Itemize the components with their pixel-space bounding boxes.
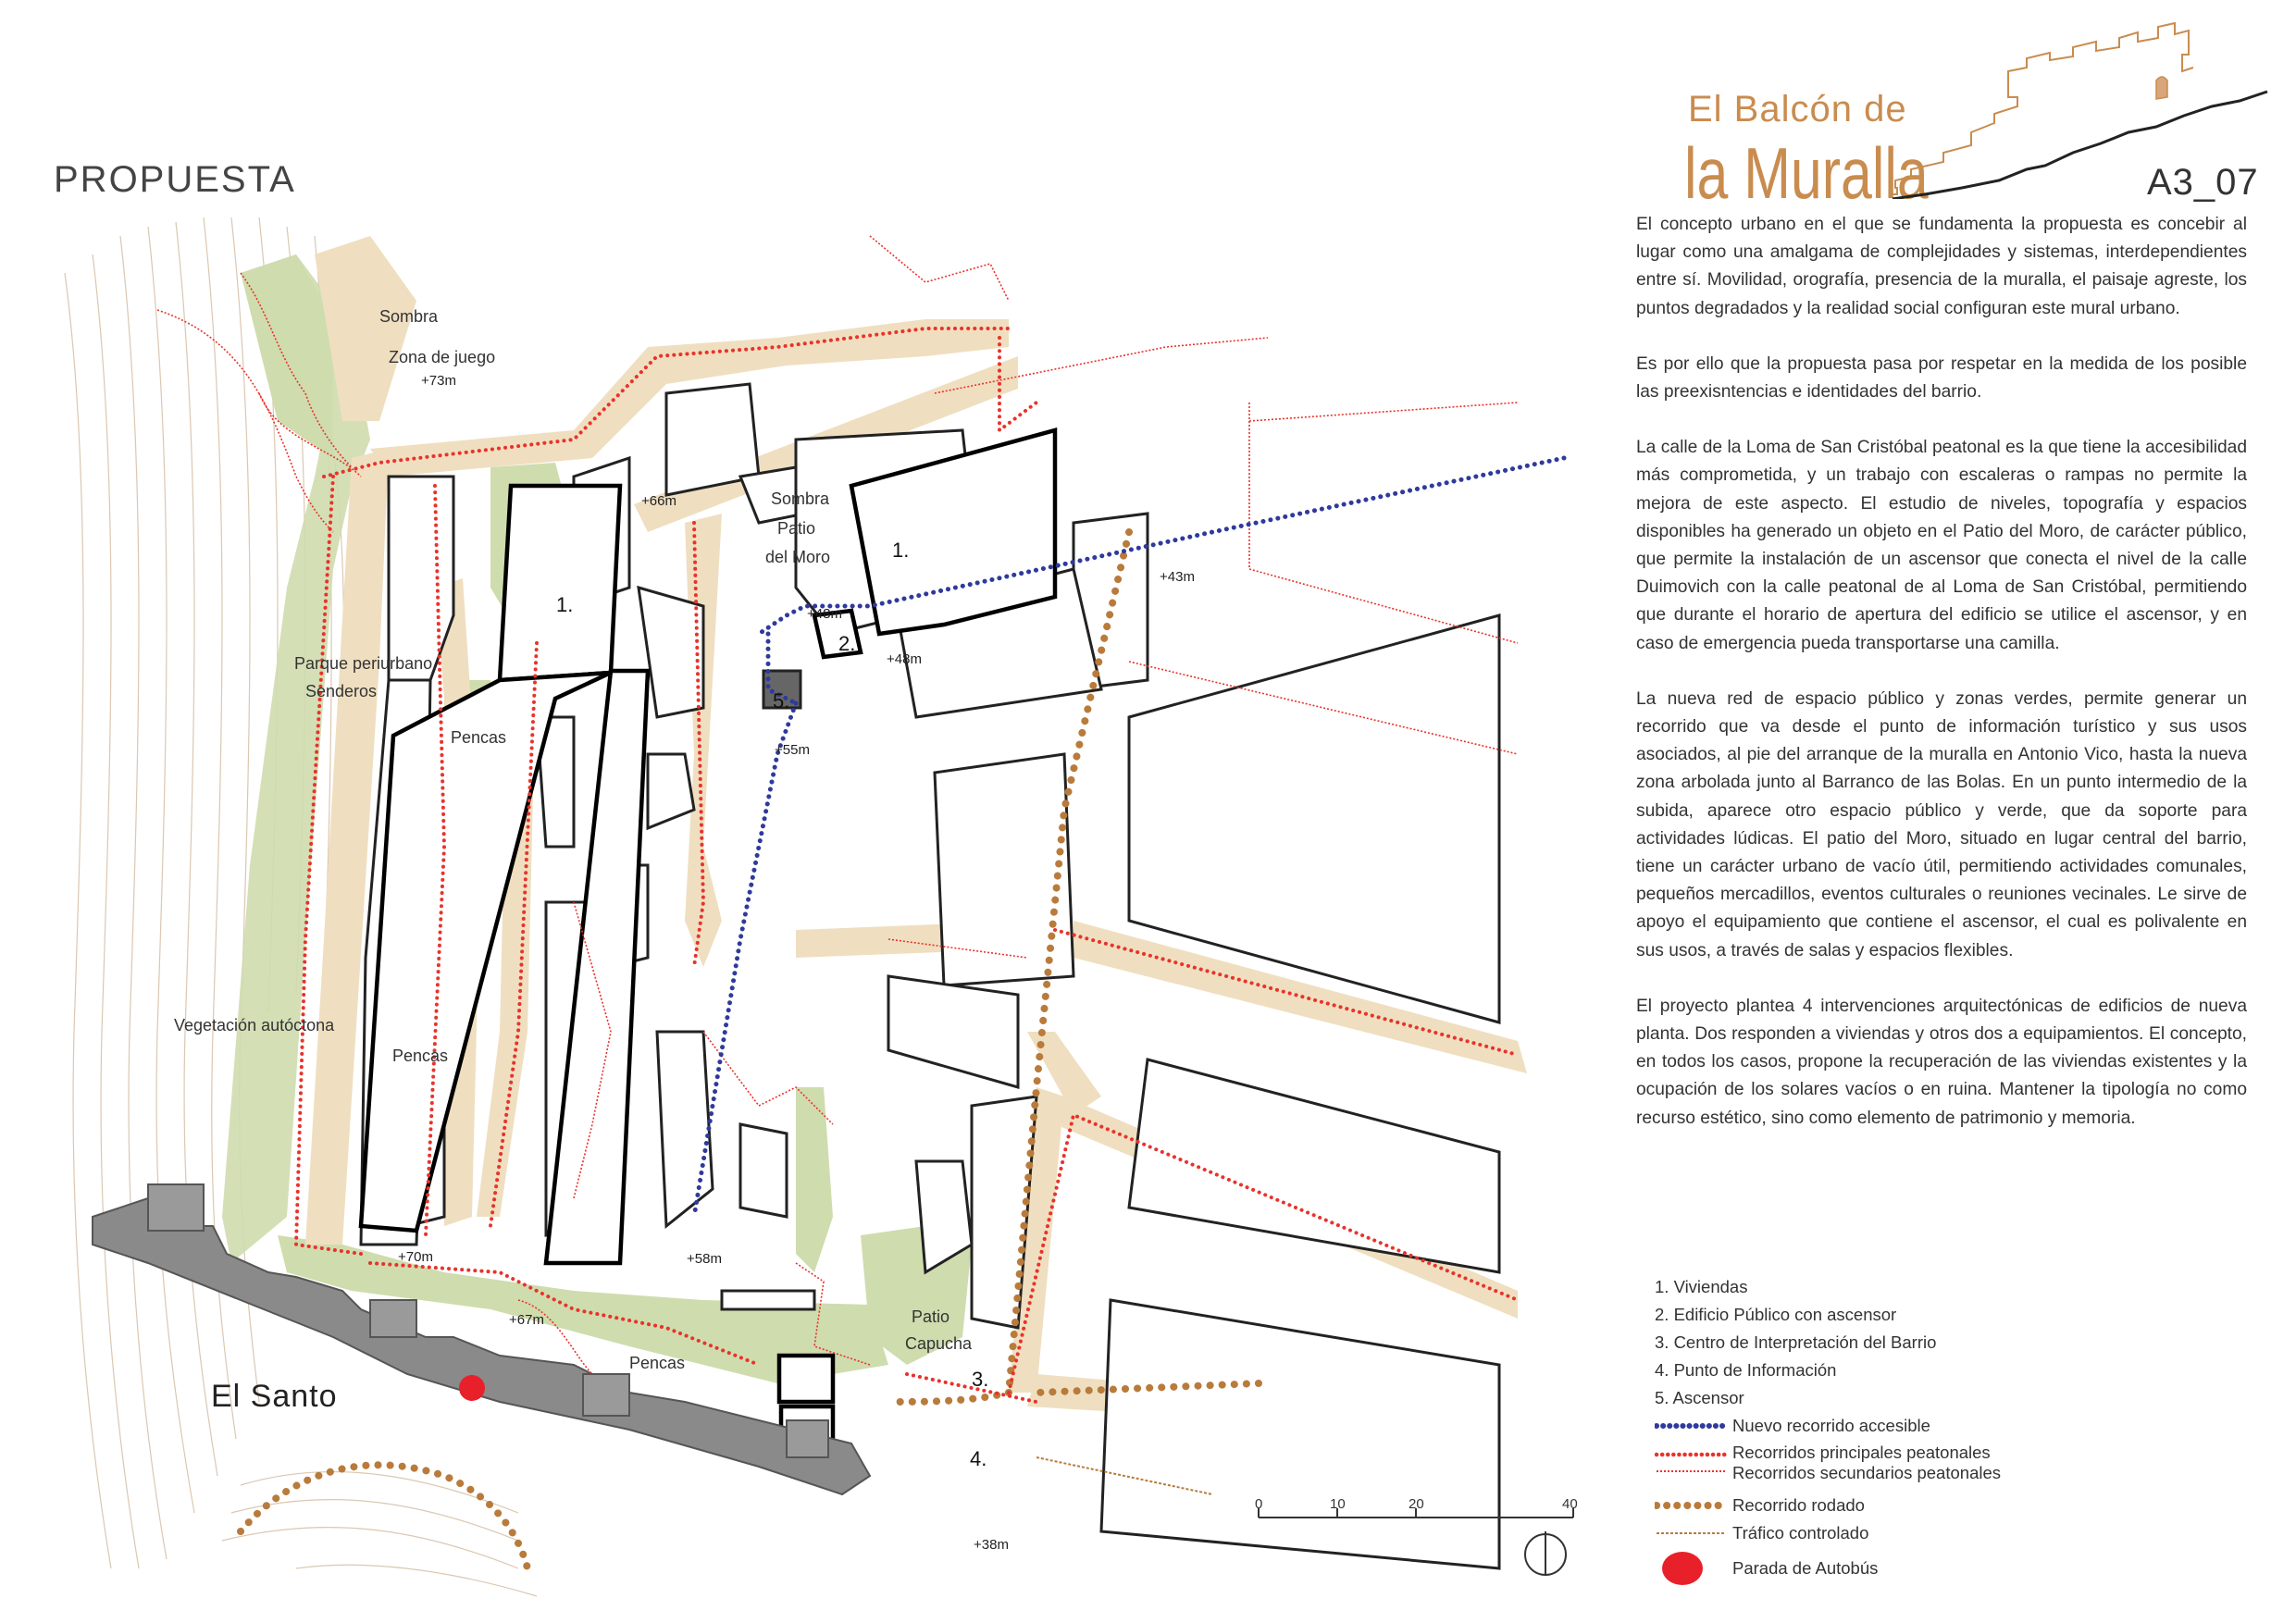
legend-item: 4. Punto de Información	[1655, 1360, 1837, 1380]
label-pencas: Pencas	[629, 1354, 686, 1372]
building-number: 2.	[838, 632, 856, 655]
elevation-label: +70m	[398, 1249, 433, 1265]
legend-item: 2. Edificio Público con ascensor	[1655, 1305, 1897, 1324]
building-number: 3.	[972, 1368, 989, 1391]
scale-label: 20	[1409, 1496, 1424, 1512]
secondary-path-icon	[1655, 1460, 1729, 1488]
bus-stop-icon	[1655, 1547, 1729, 1590]
legend-bus-stop-label: Parada de Autobús	[1732, 1558, 1879, 1578]
building-number: 1.	[556, 593, 574, 616]
label-patio: Patio	[777, 519, 816, 538]
label-del-moro: del Moro	[765, 548, 831, 566]
brand-title-line2: la Muralla	[1684, 132, 1929, 214]
label-zona-juego: Zona de juego	[389, 348, 496, 366]
legend-controlled-traffic	[1655, 1519, 2001, 1547]
elevation-label: +55m	[775, 742, 810, 758]
elevation-label: +66m	[641, 493, 676, 509]
controlled-traffic-icon	[1655, 1519, 1729, 1547]
legend-item: 1. Viviendas	[1655, 1277, 1748, 1296]
legend-item: 5. Ascensor	[1655, 1388, 1744, 1407]
building-number: 4.	[970, 1447, 987, 1470]
description-paragraph: La calle de la Loma de San Cristóbal peatonal es la que tiene la accesibilidad más comprometida, y un trabajo con escaleras o rampas no permite la mejora de este aspecto. El estudio de niveles, topografía y espacios disponibles ha generado un objeto en el Patio del Moro, de carácter público, que permite la instalación de un ascensor que conecta el nivel de la calle Duimovich con la calle peatonal de al Loma de San Cristóbal, permitiendo que durante el horario de apertura del edificio se utilice el ascensor, y en caso de emergencia pueda transportarse una camilla.	[1636, 438, 2247, 653]
label-pencas: Pencas	[451, 728, 507, 747]
legend-accessible-label: Nuevo recorrido accesible	[1732, 1416, 1930, 1435]
north-arrow-icon	[1525, 1531, 1566, 1576]
description-paragraph: El concepto urbano en el que se fundamenta la propuesta es concebir al lugar como una amalgama de complejidades y sistemas, interdependientes entre sí. Movilidad, orografía, presencia de la muralla, el paisaje agreste, los puntos degradados y la realidad social configuran este mural urbano.	[1636, 215, 2247, 318]
page-title: PROPUESTA	[54, 159, 296, 200]
legend-main-paths-label: Recorridos principales peatonales	[1732, 1443, 1991, 1462]
legend-secondary-paths-label: Recorridos secundarios peatonales	[1732, 1463, 2002, 1482]
sheet-code: A3_07	[2147, 162, 2259, 203]
legend-road	[1655, 1492, 2001, 1519]
scale-label: 0	[1255, 1496, 1263, 1512]
label-vegetacion: Vegetación autóctona	[174, 1016, 335, 1035]
building-number: 5.	[773, 689, 790, 712]
bus-stop-marker	[459, 1375, 485, 1401]
elevation-label: +38m	[974, 1537, 1009, 1553]
legend-item: 3. Centro de Interpretación del Barrio	[1655, 1332, 1937, 1352]
brand-title-line1: El Balcón de	[1688, 89, 1907, 130]
label-pencas: Pencas	[392, 1047, 449, 1065]
elevation-label: +48m	[887, 651, 922, 667]
label-sombra-patio: Sombra	[771, 489, 830, 508]
scale-label: 10	[1330, 1496, 1346, 1512]
description-paragraph: La nueva red de espacio público y zonas verdes, permite generar un recorrido que va desde el punto de información turístico y sus usos asociados, al pie del arranque de la muralla en Antonio Vico, hasta la nueva zona arbolada junto al Barranco de las Bolas. En un punto intermedio de la subida, aparece otro espacio público y verde, que da soporte para actividades lúdicas. El patio del Moro, situado en lugar central del barrio, tiene un carácter urbano de vacío útil, permitiendo actividades comunales, pequeños mercadillos, eventos culturales o reuniones vecinales. Le sirve de apoyo el equipamiento que contiene el ascensor, el cual es polivalente en sus usos, a través de salas y espacios flexibles.	[1636, 688, 2247, 960]
elevation-label: +48m	[807, 606, 842, 622]
wall-logo-icon	[1888, 14, 2277, 199]
label-sombra: Sombra	[379, 307, 439, 326]
legend-main-paths	[1655, 1440, 2001, 1460]
road-icon	[1655, 1492, 1729, 1519]
scale-label: 40	[1562, 1496, 1578, 1512]
legend-accessible	[1655, 1412, 2001, 1440]
description	[1636, 211, 2247, 1160]
label-el-santo: El Santo	[211, 1379, 338, 1414]
description-paragraph: El proyecto plantea 4 intervenciones arquitectónicas de edificios de nueva planta. Dos responden a viviendas y otros dos a equipamientos. El concepto, en todos los casos, propone la recuperación de las viviendas existentes y la ocupación de los solares vacíos o en ruina. Mantener la tipología no como recurso estético, sino como elemento de patrimonio y memoria.	[1636, 996, 2247, 1128]
label-patio-capucha: Patio	[912, 1307, 950, 1326]
description-paragraph: Es por ello que la propuesta pasa por respetar en la medida de los posible las preexisntencias e identidades del barrio.	[1636, 353, 2247, 403]
legend	[1655, 1273, 2001, 1590]
label-capucha: Capucha	[905, 1334, 973, 1353]
legend-secondary-paths	[1655, 1460, 2001, 1492]
elevation-label: +58m	[687, 1251, 722, 1267]
accessible-path-icon	[1655, 1412, 1729, 1440]
elevation-label: +43m	[1160, 569, 1195, 585]
label-parque: Parque periurbano.	[294, 654, 438, 673]
elevation-label: +67m	[509, 1312, 544, 1328]
elevation-label: +73m	[421, 373, 456, 389]
building-number: 1.	[892, 539, 910, 562]
label-senderos: Senderos	[305, 682, 378, 700]
legend-bus-stop	[1655, 1547, 2001, 1590]
legend-road-label: Recorrido rodado	[1732, 1495, 1865, 1515]
legend-controlled-traffic-label: Tráfico controlado	[1732, 1523, 1869, 1542]
